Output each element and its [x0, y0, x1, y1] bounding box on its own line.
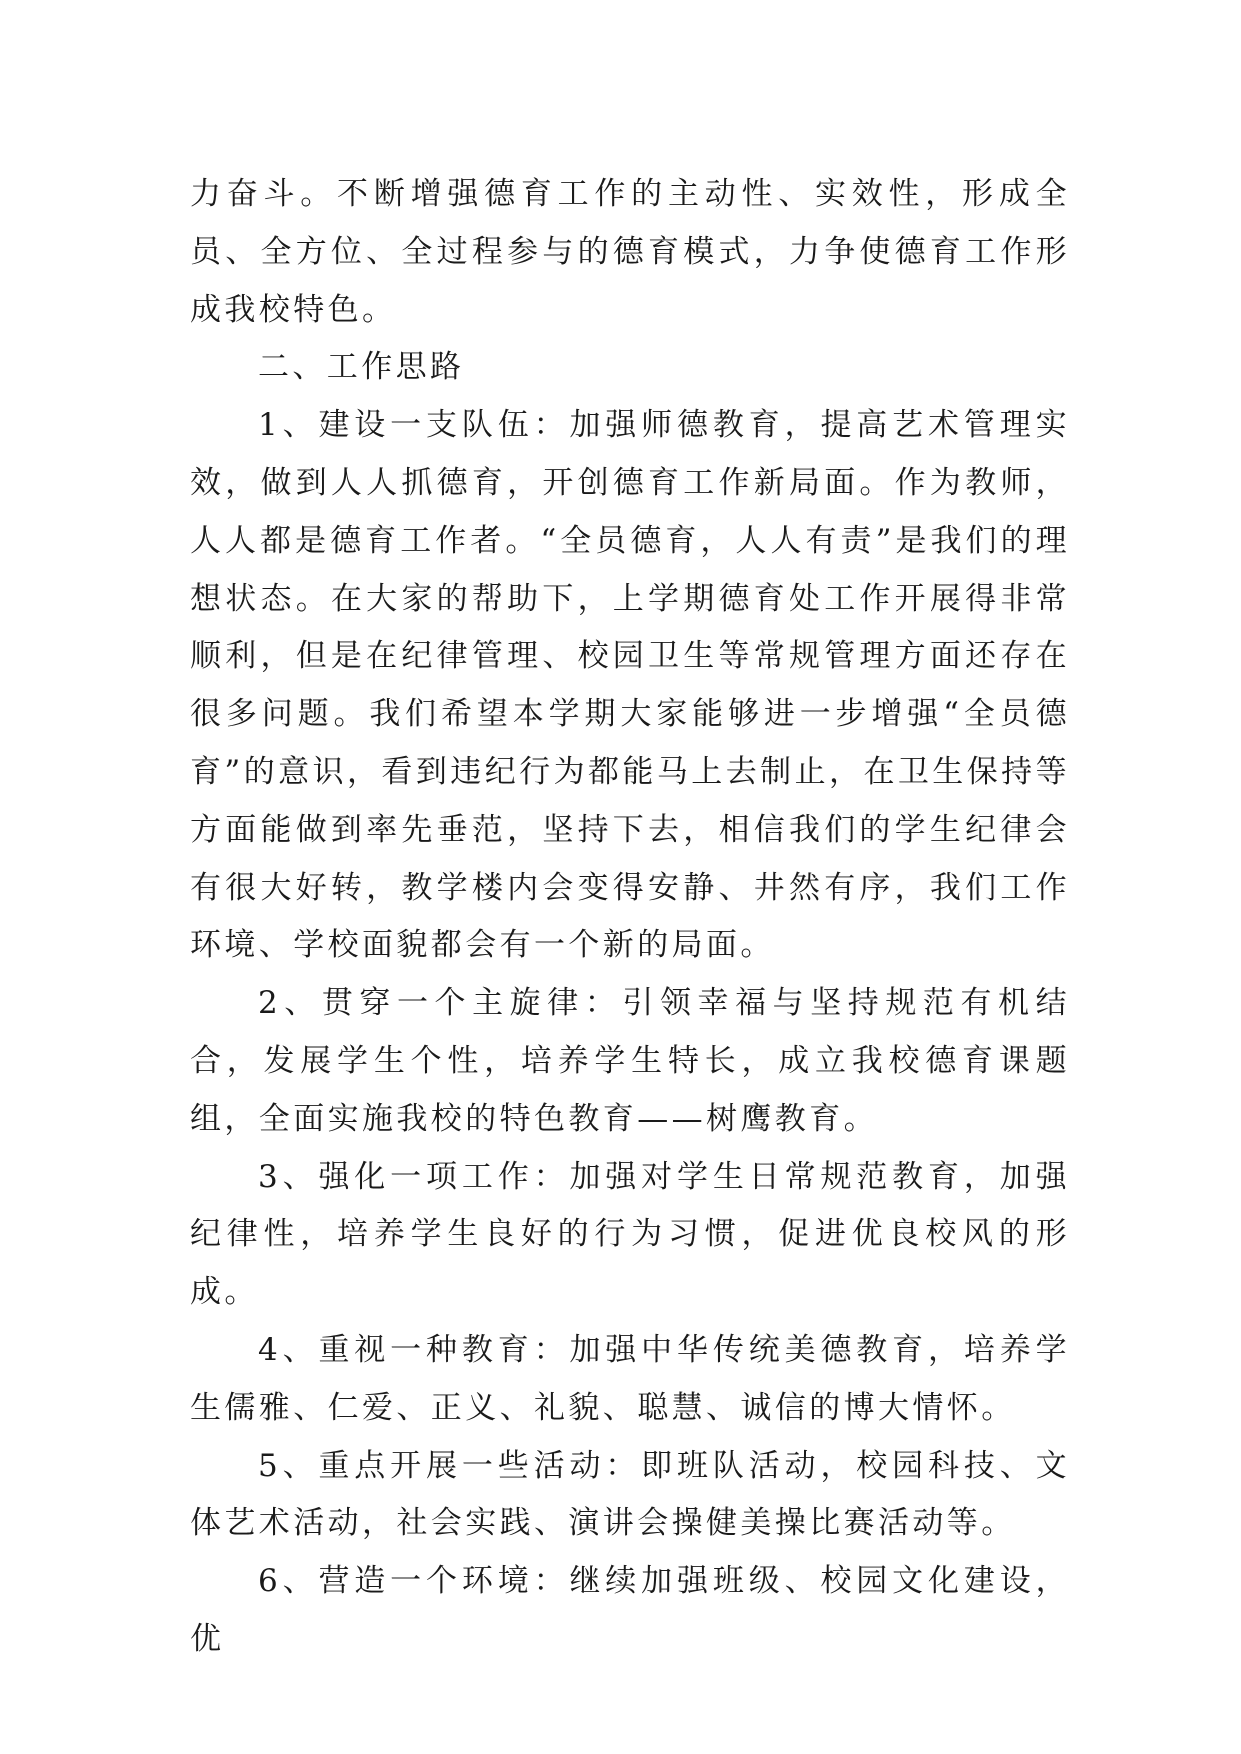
paragraph-item-2: 2、贯穿一个主旋律：引领幸福与坚持规范有机结合，发展学生个性，培养学生特长，成立我校德育课题组，全面实施我校的特色教育——树鹰教育。 [190, 985, 1070, 1137]
document-body [190, 166, 1070, 1669]
paragraph-item-5: 5、重点开展一些活动：即班队活动，校园科技、文体艺术活动，社会实践、演讲会操健美操比赛活动等。 [190, 1447, 1070, 1542]
paragraph-item-3: 3、强化一项工作：加强对学生日常规范教育，加强纪律性，培养学生良好的行为习惯，促进优良校风的形成。 [190, 1158, 1070, 1311]
paragraph-item-4: 4、重视一种教育：加强中华传统美德教育，培养学生儒雅、仁爱、正义、礼貌、聪慧、诚信的博大情怀。 [190, 1331, 1070, 1426]
paragraph-item-6: 6、营造一个环境：继续加强班级、校园文化建设，优 [190, 1563, 1070, 1657]
paragraph-continuation: 力奋斗。不断增强德育工作的主动性、实效性，形成全员、全方位、全过程参与的德育模式，力争使德育工作形成我校特色。 [190, 176, 1070, 328]
section-heading-work-approach: 二、工作思路 [258, 349, 465, 386]
paragraph-item-1: 1、建设一支队伍：加强师德教育，提高艺术管理实效，做到人人抓德育，开创德育工作新局面。作为教师，人人都是德育工作者。“全员德育，人人有责”是我们的理想状态。在大家的帮助下，上学期德育处工作开展得非常顺利，但是在纪律管理、校园卫生等常规管理方面还存在很多问题。我们希望本学期大家能够进一步增强“全员德育”的意识，看到违纪行为都能马上去制止，在卫生保持等方面能做到率先垂范，坚持下去，相信我们的学生纪律会有很大好转，教学楼内会变得安静、井然有序，我们工作环境、学校面貌都会有一个新的局面。 [190, 407, 1070, 964]
